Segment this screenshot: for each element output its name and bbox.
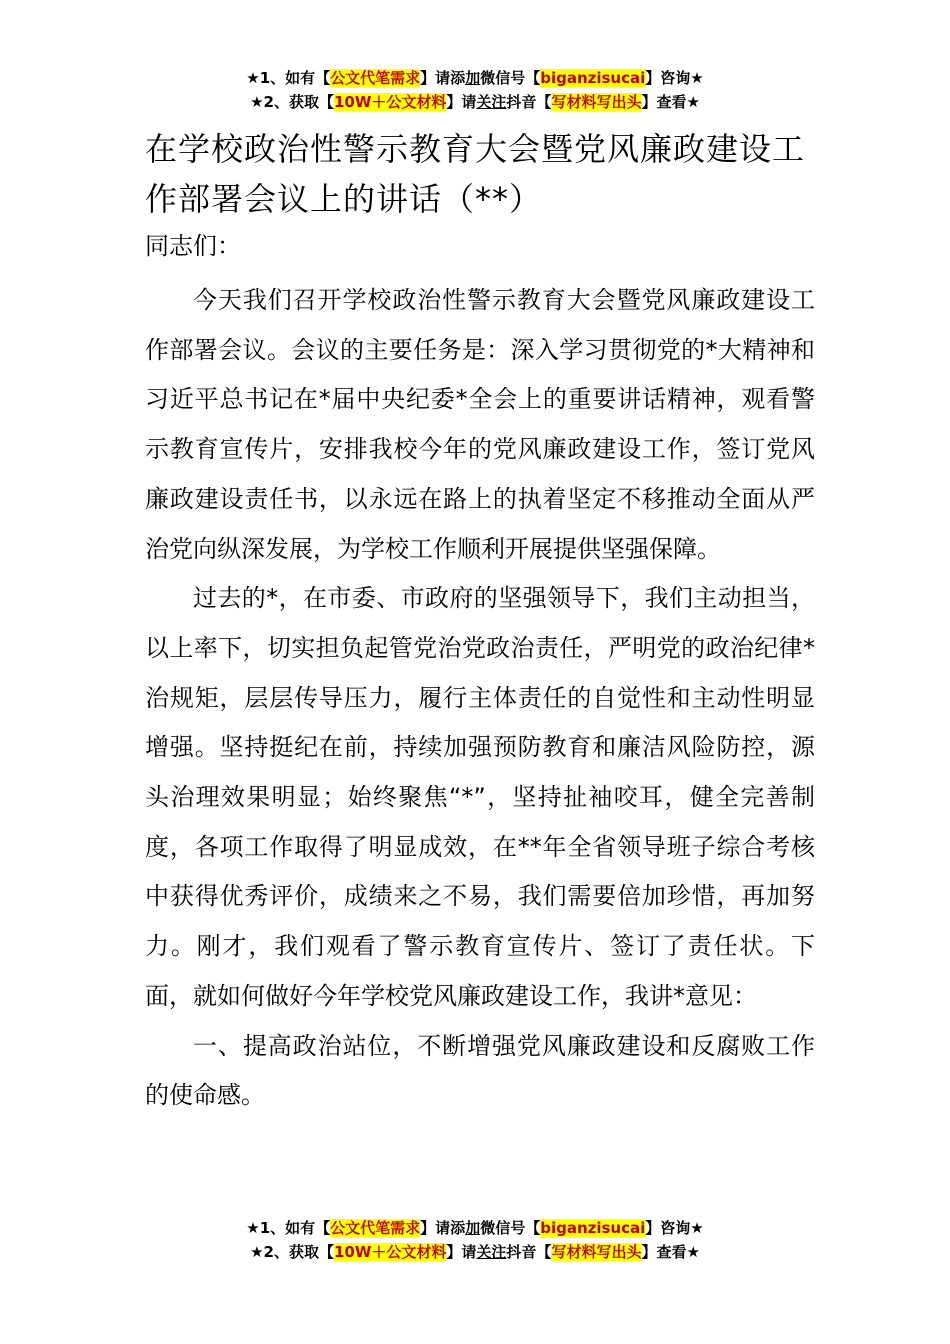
banner-highlight-wechat: biganzisucai <box>540 1219 646 1237</box>
banner-highlight-materials: 10W＋公文材料 <box>333 1243 447 1261</box>
paragraph-2: 过去的*，在市委、市政府的坚强领导下，我们主动担当，以上率下，切实担负起管党治党政治责任，严明党的政治纪律*治规矩，层层传导压力，履行主体责任的自觉性和主动性明显增强。坚持挺纪在前，持续加强预防教育和廉洁风险防控，源头治理效果明显；始终聚焦“*”，坚持扯袖咬耳，健全完善制度，各项工作取得了明显成效，在**年全省领导班子综合考核中获得优秀评价，成绩来之不易，我们需要倍加珍惜，再加努力。刚才，我们观看了警示教育宣传片、签订了责任状。下面，就如何做好今年学校党风廉政建设工作，我讲*意见： <box>145 584 815 1010</box>
banner-highlight-douyin: 写材料写出头 <box>551 93 642 111</box>
banner-highlight-service: 公文代笔需求 <box>330 1219 421 1237</box>
document-title: 在学校政治性警示教育大会暨党风廉政建设工作部署会议上的讲话（**） <box>145 130 806 218</box>
banner-line-1: ★1、如有【公文代笔需求】请添加微信号【biganzisucai】咨询★ <box>246 1219 704 1237</box>
banner-line-2: ★2、获取【10W＋公文材料】请关注抖音【写材料写出头】查看★ <box>250 93 700 111</box>
greeting: 同志们： <box>145 232 241 260</box>
banner-highlight-wechat: biganzisucai <box>540 69 646 87</box>
paragraph-1: 今天我们召开学校政治性警示教育大会暨党风廉政建设工作部署会议。会议的主要任务是：深入学习贯彻党的*大精神和习近平总书记在*届中央纪委*全会上的重要讲话精神，观看警示教育宣传片，安排我校今年的党风廉政建设工作，签订党风廉政建设责任书，以永远在路上的执着坚定不移推动全面从严治党向纵深发展，为学校工作顺利开展提供坚强保障。 <box>145 286 815 563</box>
top-banner <box>0 66 950 114</box>
banner-highlight-service: 公文代笔需求 <box>330 69 421 87</box>
section-heading-1: 一、提高政治站位，不断增强党风廉政建设和反腐败工作的使命感。 <box>145 1031 815 1110</box>
banner-line-1: ★1、如有【公文代笔需求】请添加微信号【biganzisucai】咨询★ <box>246 69 704 87</box>
bottom-banner <box>0 1216 950 1264</box>
banner-line-2: ★2、获取【10W＋公文材料】请关注抖音【写材料写出头】查看★ <box>250 1243 700 1261</box>
banner-highlight-materials: 10W＋公文材料 <box>333 93 447 111</box>
banner-highlight-douyin: 写材料写出头 <box>551 1243 642 1261</box>
document-body <box>145 276 815 1121</box>
